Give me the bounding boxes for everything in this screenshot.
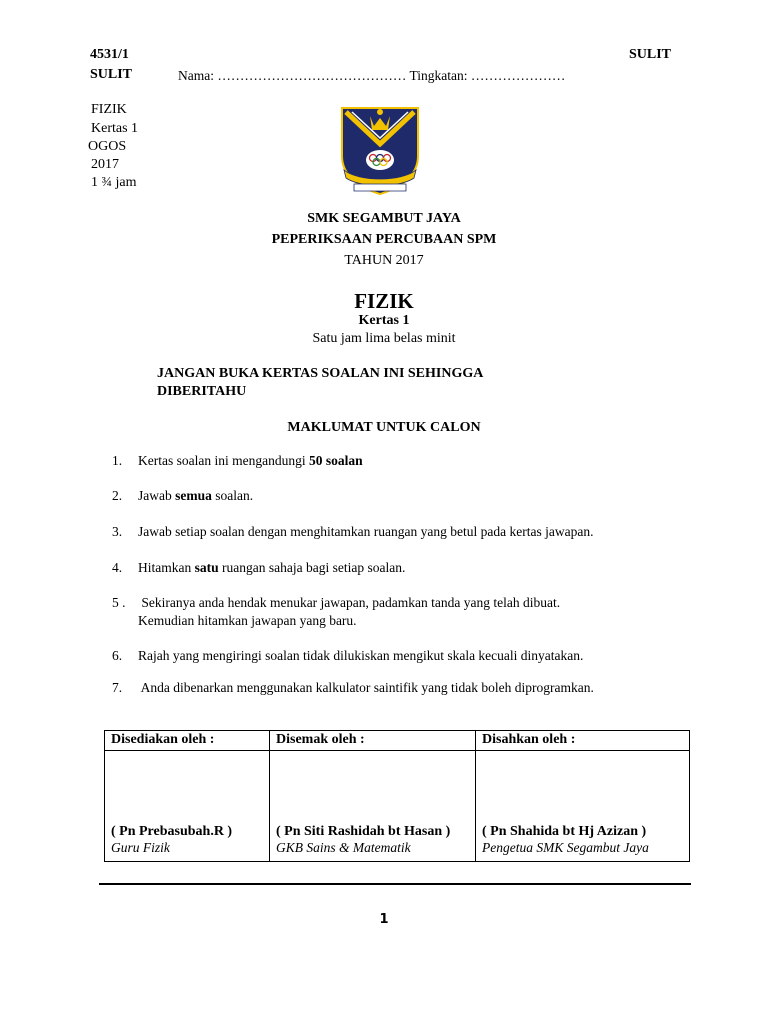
table-row [105, 823, 690, 862]
sulit-right: SULIT [629, 47, 672, 62]
signatory-role: Guru Fizik [111, 840, 170, 855]
paper-code: 4531/1 [90, 47, 129, 62]
list-item: 5 . Sekiranya anda hendak menukar jawapan, padamkan tanda yang telah dibuat. [112, 595, 561, 610]
exam-title: PEPERIKSAAN PERCUBAAN SPM [271, 232, 497, 247]
sulit-left: SULIT [90, 67, 133, 82]
table-header-row [105, 731, 690, 751]
list-item: 7. Anda dibenarkan menggunakan kalkulator saintifik yang tidak boleh diprogramkan. [112, 680, 594, 695]
signature-box-prepared [105, 751, 270, 824]
info-title: MAKLUMAT UNTUK CALON [287, 420, 481, 435]
signatory-prepared [105, 823, 270, 862]
list-item: 1. Kertas soalan ini mengandungi 50 soalan [112, 453, 363, 468]
header-prepared-by: Disediakan oleh : [105, 731, 270, 751]
signature-box-approved [476, 751, 690, 824]
paper-subject: FIZIK [91, 102, 127, 117]
list-item: 4. Hitamkan satu ruangan sahaja bagi setiap soalan. [112, 560, 406, 575]
header-approved-by: Disahkan oleh : [476, 731, 690, 751]
signatory-name: ( Pn Prebasubah.R ) [111, 824, 233, 839]
signature-table [104, 730, 690, 862]
header-checked-by: Disemak oleh : [270, 731, 476, 751]
exam-year: TAHUN 2017 [344, 253, 424, 268]
list-item: 2. Jawab semua soalan. [112, 488, 254, 503]
paper-month: OGOS [88, 139, 127, 154]
signatory-name: ( Pn Shahida bt Hj Azizan ) [482, 824, 647, 839]
signatory-role: GKB Sains & Matematik [276, 840, 411, 855]
signature-space-row [105, 751, 690, 824]
school-name: SMK SEGAMBUT JAYA [307, 211, 461, 226]
subject-title: FIZIK [354, 289, 414, 313]
signatory-approved [476, 823, 690, 862]
signature-box-checked [270, 751, 476, 824]
subject-duration: Satu jam lima belas minit [312, 331, 456, 346]
list-item-continuation: Kemudian hitamkan jawapan yang baru. [138, 613, 357, 628]
school-crest-icon [338, 104, 422, 196]
signatory-name: ( Pn Siti Rashidah bt Hasan ) [276, 824, 451, 839]
list-item: 3. Jawab setiap soalan dengan menghitamkan ruangan yang betul pada kertas jawapan. [112, 524, 594, 539]
page-number: 1 [379, 912, 389, 927]
signatory-checked [270, 823, 476, 862]
warning-line-2: DIBERITAHU [157, 384, 247, 399]
paper-number: Kertas 1 [91, 121, 139, 136]
nama-tingkatan-line: Nama: …………………………………… Tingkatan: ………………… [178, 68, 566, 83]
paper-year: 2017 [91, 157, 119, 172]
signatory-role: Pengetua SMK Segambut Jaya [482, 840, 649, 855]
footer-divider [99, 883, 691, 885]
warning-line-1: JANGAN BUKA KERTAS SOALAN INI SEHINGGA [157, 366, 484, 381]
paper-duration: 1 ¾ jam [91, 175, 137, 190]
list-item: 6. Rajah yang mengiringi soalan tidak dilukiskan mengikut skala kecuali dinyatakan. [112, 648, 584, 663]
subject-paper: Kertas 1 [358, 313, 410, 328]
